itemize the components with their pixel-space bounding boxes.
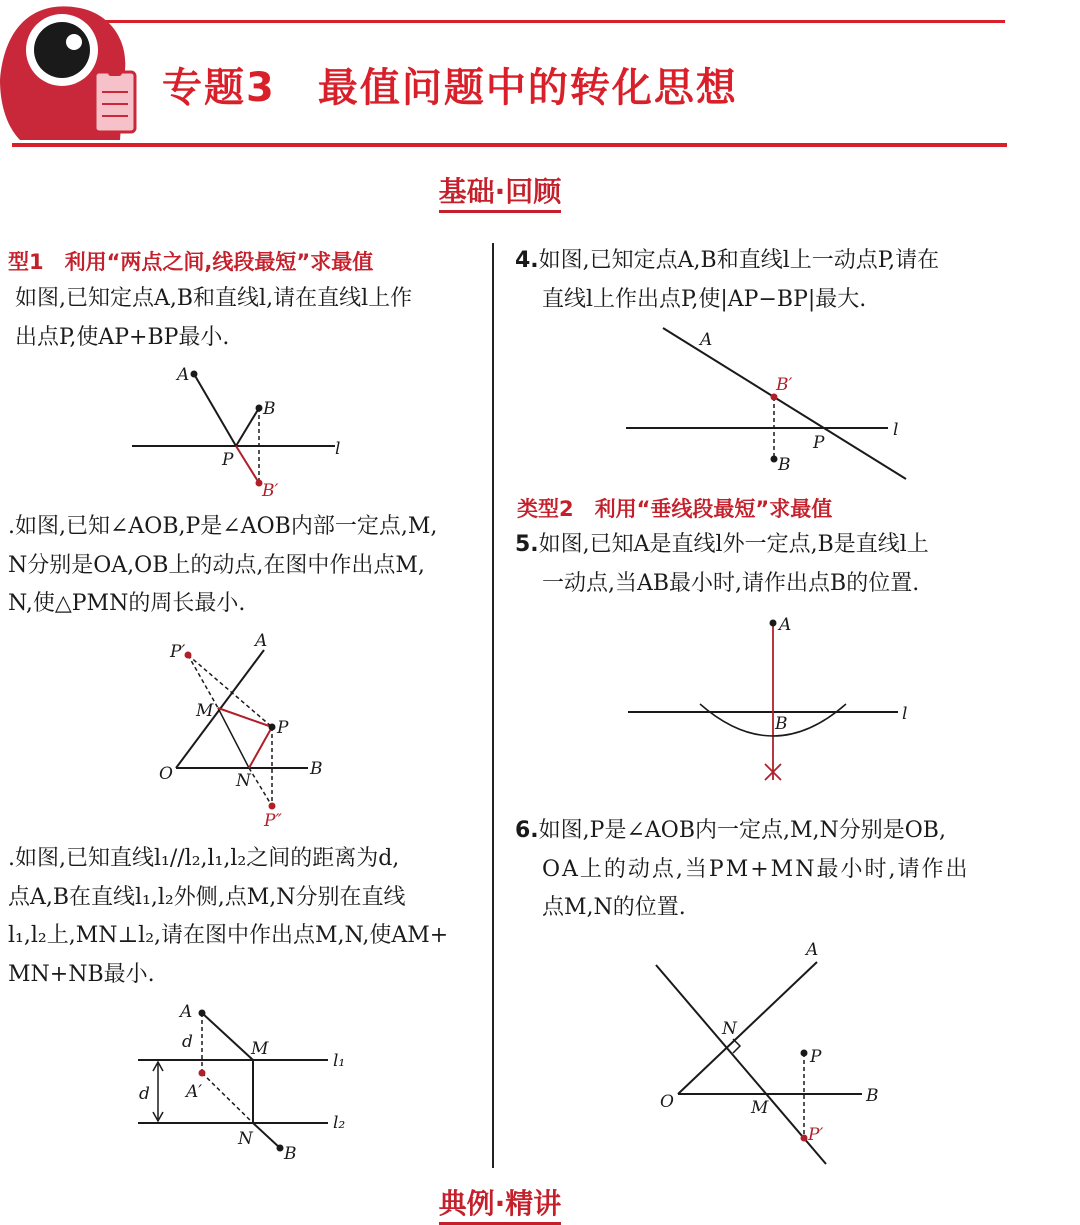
topic-title: 最值问题中的转化思想 [317,65,738,111]
problem-5-number: 5. [515,532,539,557]
problem-6-line: 点M,N的位置. [542,895,686,920]
problem-3-line: l₁,l₂上,MN⊥l₂,请在图中作出点M,N,使AM+ [8,923,449,948]
fig3-label-N: N [238,1129,253,1149]
type2-title: 类型2 利用“垂线段最短”求最值 [517,497,833,521]
fig1-label-P: P [222,450,234,470]
fig3-label-B: B [284,1144,297,1164]
problem-2-line: N分别是OA,OB上的动点,在图中作出点M, [8,552,425,578]
fig3-label-d-side: d [139,1084,150,1104]
fig3-label-l1: l₁ [333,1051,346,1071]
fig6-label-Pprime: P′ [808,1125,824,1145]
fig6-label-O: O [660,1092,674,1112]
fig3-label-M: M [251,1039,269,1059]
fig3-label-l2: l₂ [333,1113,346,1133]
fig1-label-l: l [335,439,341,459]
fig6-label-A: A [806,940,819,960]
fig1-label-A: A [177,365,190,385]
fig2-label-O: O [159,764,173,784]
fig2-label-N: N [236,771,251,791]
fig5-label-l: l [902,704,908,724]
problem-6-number: 6. [515,818,539,843]
problem-1-line: 出点P,使AP+BP最小. [15,324,230,350]
fig4-label-B: B [778,455,791,475]
section-basics: 基础·回顾 [0,170,1000,210]
fig5-label-A: A [779,615,792,635]
problem-3-line: MN+NB最小. [8,961,155,987]
fig2-label-B: B [310,759,323,779]
fig6-label-B: B [866,1086,879,1106]
type1-title: 型1 利用“两点之间,线段最短”求最值 [8,250,374,274]
problem-6-line: OA上的动点,当PM+MN最小时,请作出 [542,856,970,882]
fig3-label-d-top: d [182,1032,193,1052]
fig4-label-A: A [700,330,713,350]
fig6-label-M: M [751,1098,769,1118]
topic-label: 专题3 [162,65,276,111]
problem-3-line: 点A,B在直线l₁,l₂外侧,点M,N分别在直线 [8,884,406,910]
fig3-label-A: A [180,1002,193,1022]
fig2-label-A: A [255,631,268,651]
problem-5-line: 一动点,当AB最小时,请作出点B的位置. [542,570,920,596]
problem-4-number: 4. [515,248,539,273]
fig4-label-l: l [893,420,899,440]
problem-2-line: N,使△PMN的周长最小. [8,591,246,616]
problem-5-line: 如图,已知A是直线l外一定点,B是直线l上 [538,532,929,557]
problem-6-line: 如图,P是∠AOB内一定点,M,N分别是OB, [538,818,946,843]
fig4-label-P: P [813,433,825,453]
problem-2-line: .如图,已知∠AOB,P是∠AOB内部一定点,M, [8,514,438,539]
problem-1-line: 如图,已知定点A,B和直线l,请在直线l上作 [15,286,413,311]
fig6-label-P: P [810,1047,822,1067]
section-examples: 典例·精讲 [0,1182,1000,1222]
fig2-label-Pdouble: P″ [264,811,282,831]
fig2-label-Pprime: P′ [170,642,186,662]
problem-3-line: .如图,已知直线l₁//l₂,l₁,l₂之间的距离为d, [8,846,400,871]
fig2-label-M: M [196,701,214,721]
fig1-label-B: B [263,399,276,419]
fig5-label-B: B [775,714,788,734]
fig3-label-Aprime: A′ [186,1082,203,1102]
problem-4-line: 直线l上作出点P,使|AP−BP|最大. [542,286,867,312]
fig4-label-Bprime: B′ [776,375,793,395]
problem-4-line: 如图,已知定点A,B和直线l上一动点P,请在 [538,248,940,273]
fig2-label-P: P [277,718,289,738]
fig1-label-Bprime: B′ [262,481,279,501]
fig6-label-N: N [722,1019,737,1039]
